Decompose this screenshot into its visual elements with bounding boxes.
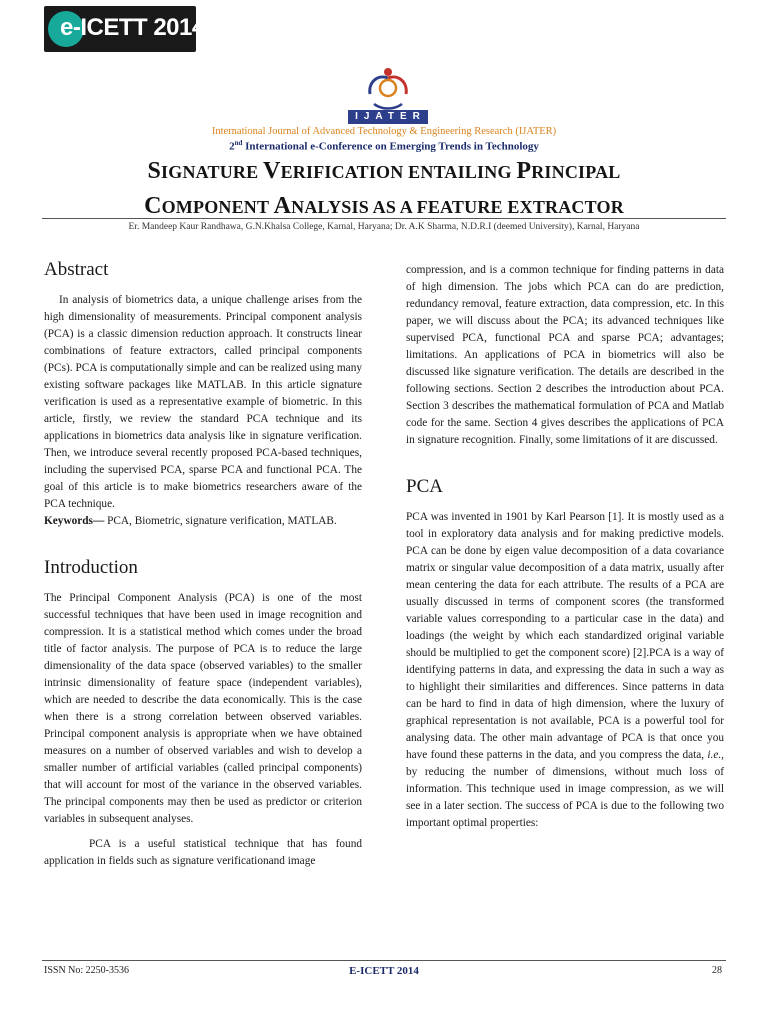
pca-paragraph: [406, 509, 724, 832]
ijater-logo: [348, 64, 428, 126]
conference-name: [0, 139, 768, 153]
paper-title: [0, 154, 768, 224]
title-cap: V: [263, 158, 281, 184]
title-word: RINCIPAL: [531, 162, 621, 182]
pca-text-b: by reducing the number of dimensions, without much loss of information. This technique used in image compression, as we will see in a later section. The success of PCA is due to the following two important optimal properties:: [406, 766, 724, 829]
conference-badge: [44, 6, 205, 52]
title-word: NALYSIS AS A FEATURE EXTRACTOR: [291, 197, 624, 217]
footer-divider: [42, 960, 726, 961]
title-divider: [42, 218, 726, 219]
title-cap: A: [273, 193, 292, 219]
badge-text: e-ICETT 2014: [60, 14, 205, 41]
journal-name: International Journal of Advanced Technology & Engineering Research (IJATER): [211, 126, 557, 137]
introduction-continuation: compression, and is a common technique for finding patterns in data of high dimension. The jobs which PCA can do are prediction, redundancy removal, feature extraction, data compression, etc. In this paper, we will discuss about the PCA; its advanced techniques like supervised PCA, functional PCA and sparse PCA; advantages; limitations. An applications of PCA in biometrics will also be discussed like signature verification. The details are described in the following sections. Section 2 describes the introduction about PCA. Section 3 describes the mathematical formulation of PCA and Matlab code for the same. Section 4 gives describes the applications of PCA in signature recognition. Finally, some limitations of it are discussed.: [406, 264, 724, 446]
left-column: [44, 258, 362, 870]
title-cap: P: [516, 158, 532, 184]
pca-heading: PCA: [406, 476, 443, 497]
title-cap: S: [147, 158, 162, 184]
introduction-paragraph-1: The Principal Component Analysis (PCA) is one of the most successful techniques that have been used in image recognition and compression. It is a statistical method which comes under the broad title of factor analysis. The purpose of PCA is to reduce the large dimensionality of the data space (observed variables) to the smaller intrinsic dimensionality of feature space (independent variables), which are needed to describe the data economically. This is the case when there is a strong correlation between observed variables. Principal component analysis is appropriate when we have obtained measures on a number of observed variables and wish to develop a smaller number of artificial variables (called principal components) that will account for most of the variance in the observed variables. The principal components may then be used as predictor or criterion variables in subsequent analyses.: [44, 592, 362, 825]
keywords-list: PCA, Biometric, signature verification, MATLAB.: [104, 515, 337, 527]
pca-text-a: PCA was invented in 1901 by Karl Pearson [1]. It is mostly used as a tool in exploratory data analysis and for making predictive models. PCA can be done by eigen value decomposition of a data covariance matrix or singular value decomposition of a data matrix, usually after mean centering the data for each attribute. The results of a PCA are usually discussed in terms of component scores (the transformed variable values corresponding to a particular case in the data) and loadings (the weight by which each standardized original variable should be multiplied to get the component score) [2].PCA is a way of identifying patterns in data, and expressing the data in such a way as to highlight their similarities and differences. Since patterns in data can be hard to find in data of high dimension, where the luxury of graphical representation is not available, PCA is a powerful tool for analysing data. The other main advantage of PCA is that once you have found these patterns in the data, and you compress the data,: [406, 511, 724, 761]
pca-text-ie: i.e.,: [707, 749, 724, 761]
title-word: ERIFICATION ENTAILING: [280, 162, 517, 182]
abstract-body: In analysis of biometrics data, a unique challenge arises from the high dimensionality of measurements. Principal component analysis (PCA) is a classic dimension reduction approach. It constructs linear combinations of feature extractors, called principal components (PCs). PCA is computationally simple and can be realized using many existing software packages like MATLAB. In this article signature verification is used as a representative example of biometric. In this article, firstly, we review the standard PCA technique and its applications in biometrics data analysis like in signature verification. Then, we introduce several recently proposed PCA-based techniques, including the supervised PCA, sparse PCA and functional PCA. The goal of this article is to make biometrics researchers aware of the PCA technique.: [44, 294, 362, 510]
footer-issn: ISSN No: 2250-3536: [44, 965, 130, 976]
ijater-emblem-icon: [348, 64, 428, 110]
title-line-1: [0, 154, 768, 189]
title-word: IGNATURE: [161, 162, 264, 182]
keywords-label: Keywords—: [44, 515, 105, 527]
abstract-heading: Abstract: [44, 259, 109, 280]
page-number: 28: [712, 965, 722, 976]
title-cap: C: [144, 193, 162, 219]
right-column: [406, 262, 724, 832]
footer-conference: E-ICETT 2014: [349, 965, 419, 977]
introduction-paragraph-2: PCA is a useful statistical technique that has found application in fields such as signature verificationand image: [44, 838, 362, 867]
authors: Er. Mandeep Kaur Randhawa, G.N.Khalsa College, Karnal, Haryana; Dr. A.K Sharma, N.D.R.I (deemed University), Karnal, Haryana: [128, 222, 640, 232]
logo-label: IJATER: [348, 110, 428, 124]
keywords: [44, 513, 362, 530]
conference-ordinal: nd: [234, 139, 243, 147]
title-word: OMPONENT: [161, 197, 274, 217]
introduction-heading: Introduction: [44, 557, 138, 578]
conference-title: International e-Conference on Emerging Trends in Technology: [242, 140, 539, 153]
conference-number: 2: [229, 140, 235, 153]
